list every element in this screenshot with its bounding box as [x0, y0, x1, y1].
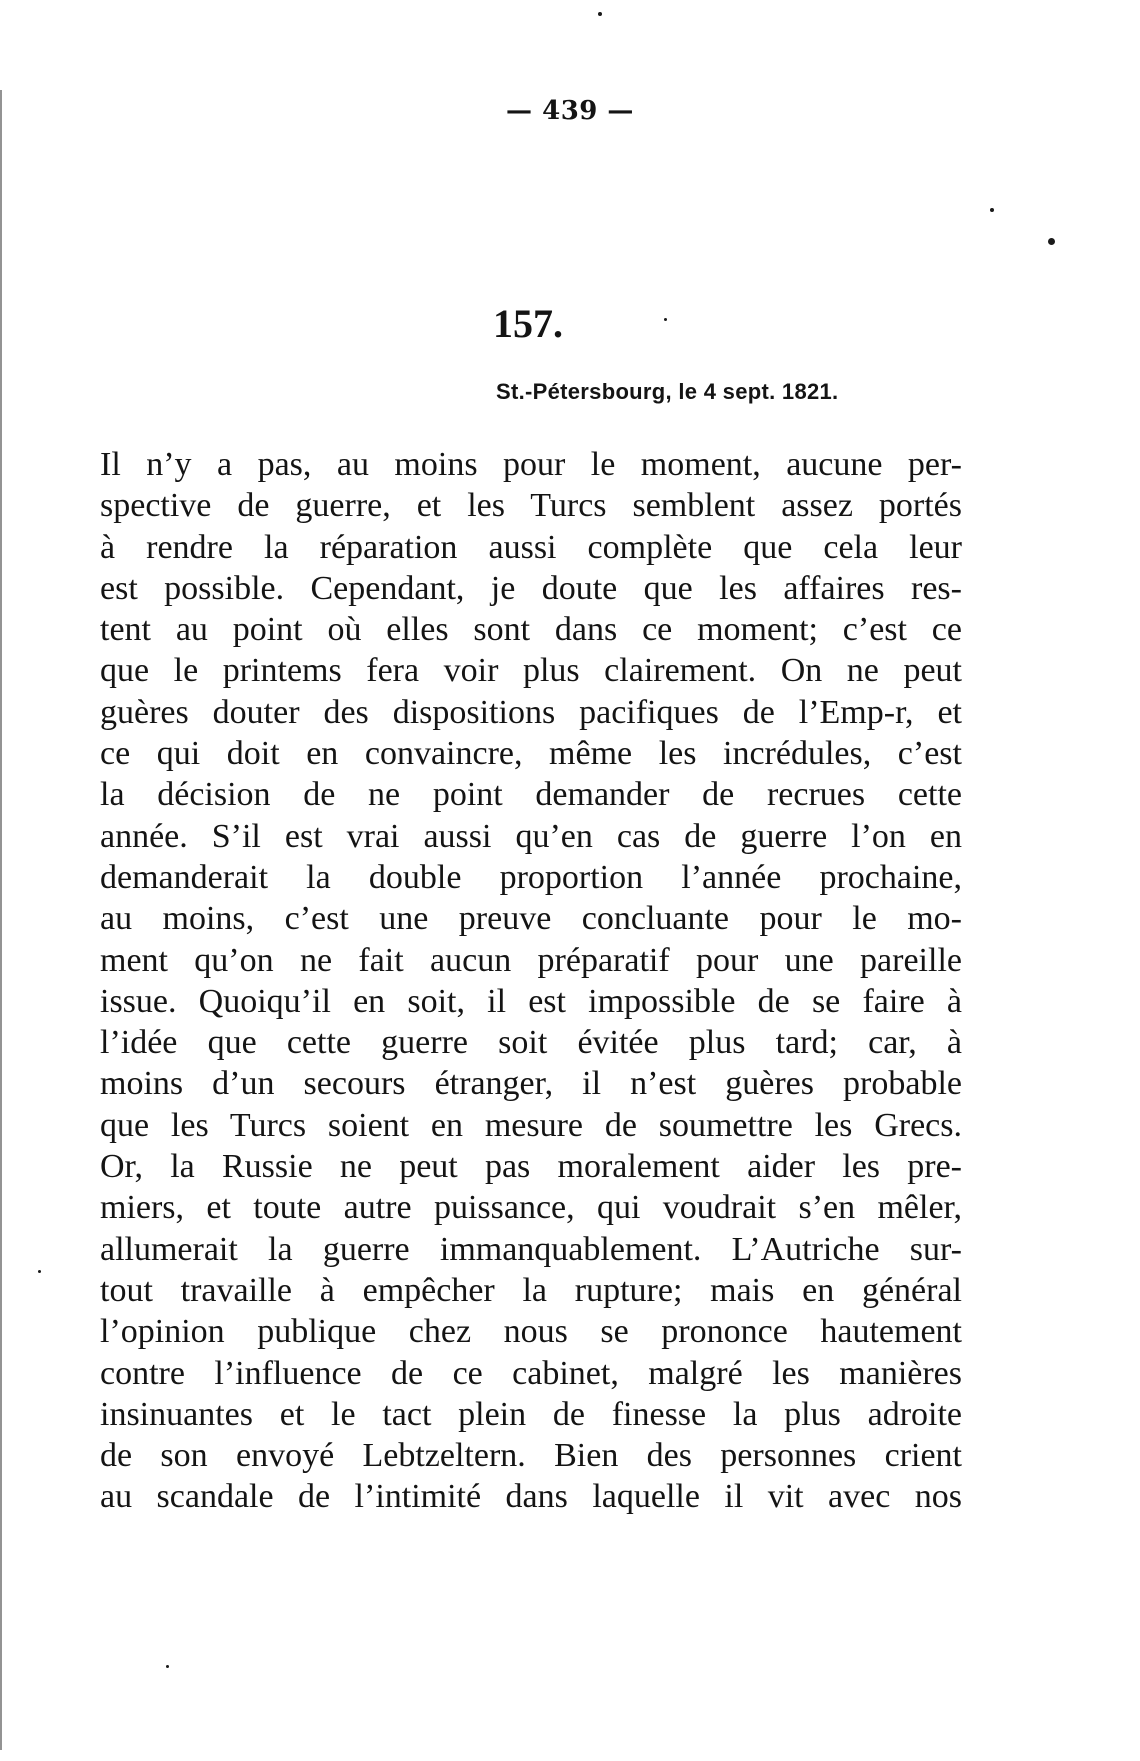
body-line: ment qu’on ne fait aucun préparatif pour une pareille [100, 941, 962, 979]
body-line: au moins, c’est une preuve concluante pour le mo- [100, 900, 962, 938]
dateline: St.-Pétersbourg, le 4 sept. 1821. [496, 379, 839, 404]
print-speck [598, 12, 602, 16]
body-line: la décision de ne point demander de recrues cette [100, 776, 962, 814]
print-speck [1048, 238, 1055, 245]
body-line: de son envoyé Lebtzeltern. Bien des personnes crient [100, 1437, 962, 1475]
body-line: Or, la Russie ne peut pas moralement aider les pre- [100, 1148, 962, 1186]
body-line: année. S’il est vrai aussi qu’en cas de guerre l’on en [100, 817, 962, 855]
body-line: allumerait la guerre immanquablement. L’Autriche sur- [100, 1230, 962, 1268]
body-line: ce qui doit en convaincre, même les incrédules, c’est [100, 735, 962, 773]
body-line: demanderait la double proportion l’année prochaine, [100, 858, 962, 896]
body-line: au scandale de l’intimité dans laquelle il vit avec nos [100, 1478, 962, 1516]
body-line: tout travaille à empêcher la rupture; mais en général [100, 1271, 962, 1309]
body-line: tent au point où elles sont dans ce moment; c’est ce [100, 611, 962, 649]
body-line: miers, et toute autre puissance, qui voudrait s’en mêler, [100, 1189, 962, 1227]
body-line: Il n’y a pas, au moins pour le moment, aucune per- [100, 446, 962, 483]
body-line: à rendre la réparation aussi complète que cela leur [100, 528, 962, 566]
body-line: est possible. Cependant, je doute que les affaires res- [100, 569, 962, 607]
body-line: guères douter des dispositions pacifiques de l’Emp-r, et [100, 693, 962, 731]
body-line: que le printems fera voir plus clairement. On ne peut [100, 652, 962, 690]
print-speck [990, 208, 994, 212]
body-line: contre l’influence de ce cabinet, malgré les manières [100, 1354, 962, 1392]
body-line: issue. Quoiqu’il en soit, il est impossible de se faire à [100, 982, 962, 1020]
body-line: l’opinion publique chez nous se prononce hautement [100, 1313, 962, 1351]
body-line: moins d’un secours étranger, il n’est guères probable [100, 1065, 962, 1103]
letter-number-heading: 157. [493, 301, 563, 346]
print-speck [38, 1270, 41, 1273]
print-speck [664, 318, 667, 321]
body-line: spective de guerre, et les Turcs semblent assez portés [100, 487, 962, 525]
body-line: que les Turcs soient en mesure de soumettre les Grecs. [100, 1106, 962, 1144]
page-edge-shadow [0, 90, 2, 1750]
body-line: insinuantes et le tact plein de finesse la plus adroite [100, 1395, 962, 1433]
print-speck [166, 1665, 169, 1668]
body-line: l’idée que cette guerre soit évitée plus tard; car, à [100, 1024, 962, 1062]
letter-body [100, 444, 962, 1518]
page-number: — 439 — [506, 96, 634, 126]
